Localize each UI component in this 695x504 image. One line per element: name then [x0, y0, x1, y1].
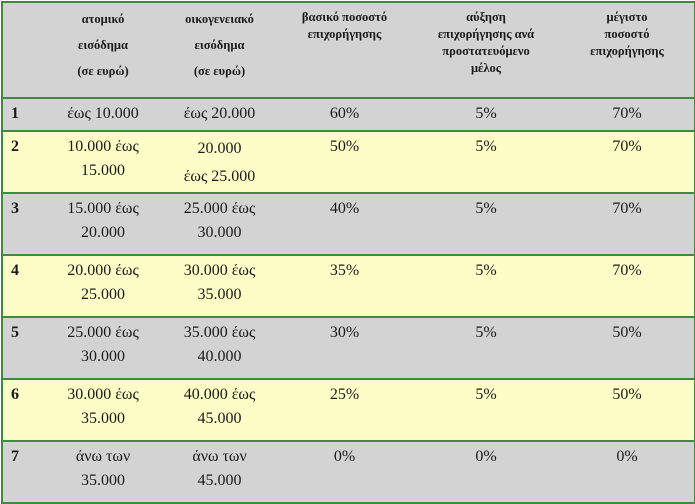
header-line: (σε ευρώ) — [77, 64, 129, 78]
cell-line: έως 10.000 — [67, 105, 139, 122]
personal-income-cell — [44, 193, 162, 255]
increase-cell: 5% — [475, 105, 497, 122]
cell-line: 35.000 — [81, 410, 125, 427]
header-line: (σε ευρώ) — [193, 64, 246, 78]
family-income-cell — [162, 255, 277, 317]
table-row — [2, 98, 695, 131]
header-line: αύξηση — [466, 10, 506, 24]
header-family-income — [162, 2, 277, 98]
table-row — [2, 131, 695, 193]
cell-line: 40.000 — [197, 348, 242, 365]
cell-line: 35.000 — [197, 286, 242, 303]
table-row — [2, 441, 695, 503]
header-line: μέλος — [470, 61, 502, 75]
base-rate-cell: 30% — [329, 324, 360, 341]
header-line: προστατευόμενο — [442, 44, 530, 58]
header-base-rate — [277, 2, 412, 98]
table-row — [2, 255, 695, 317]
base-rate-cell: 35% — [329, 262, 360, 279]
header-line: εισόδημα — [78, 38, 128, 52]
cell-line: 40.000 έως — [183, 386, 256, 403]
cell-line: 30.000 έως — [67, 386, 139, 403]
max-rate-cell: 0% — [616, 448, 638, 465]
cell-line: 25.000 — [81, 286, 125, 303]
subsidy-table — [1, 1, 695, 504]
row-number: 5 — [11, 324, 19, 341]
personal-income-cell — [44, 255, 162, 317]
base-rate-cell: 0% — [333, 448, 356, 465]
header-index — [2, 2, 44, 98]
cell-line: 20.000 έως — [67, 262, 139, 279]
cell-line: 10.000 έως — [67, 138, 139, 155]
max-rate-cell: 70% — [612, 105, 642, 122]
base-rate-cell: 40% — [329, 200, 360, 217]
cell-line: 30.000 — [197, 224, 242, 241]
header-line: βασικό ποσοστό — [301, 10, 388, 24]
increase-cell: 0% — [475, 448, 497, 465]
row-number: 2 — [11, 138, 19, 155]
table-row — [2, 193, 695, 255]
header-line: ατομικό — [81, 12, 125, 26]
max-rate-cell: 50% — [612, 386, 642, 403]
cell-line: 25.000 έως — [67, 324, 139, 341]
cell-line: 30.000 — [81, 348, 125, 365]
personal-income-cell — [44, 131, 162, 193]
family-income-cell — [162, 379, 277, 441]
cell-line: έως 25.000 — [183, 168, 256, 185]
header-increase-per-member — [412, 2, 560, 98]
family-income-cell — [162, 441, 277, 503]
header-max-rate — [560, 2, 695, 98]
personal-income-cell — [44, 441, 162, 503]
increase-cell: 5% — [475, 200, 497, 217]
increase-cell: 5% — [475, 324, 497, 341]
cell-line: 15.000 — [81, 162, 125, 179]
header-row — [2, 2, 695, 98]
family-income-cell — [162, 131, 277, 193]
row-number: 4 — [11, 262, 19, 279]
row-number: 7 — [11, 448, 19, 465]
cell-line: 45.000 — [197, 472, 242, 489]
max-rate-cell: 70% — [612, 138, 642, 155]
cell-line: 35.000 έως — [183, 324, 256, 341]
cell-line: 25.000 έως — [183, 200, 256, 217]
cell-line: 35.000 — [81, 472, 125, 489]
personal-income-cell — [44, 379, 162, 441]
header-personal-income — [44, 2, 162, 98]
max-rate-cell: 50% — [612, 324, 642, 341]
max-rate-cell: 70% — [612, 262, 642, 279]
increase-cell: 5% — [475, 386, 497, 403]
header-line: επιχορήγησης ανά — [437, 27, 535, 41]
base-rate-cell: 25% — [329, 386, 360, 403]
personal-income-cell — [44, 317, 162, 379]
cell-line: άνω των — [192, 448, 247, 465]
row-number: 1 — [11, 105, 19, 122]
cell-line: έως 20.000 — [183, 105, 256, 122]
family-income-cell — [162, 193, 277, 255]
family-income-cell — [162, 98, 277, 131]
header-line: ποσοστό — [604, 27, 650, 41]
header-line: επιχορήγησης — [307, 27, 382, 41]
base-rate-cell: 50% — [329, 138, 360, 155]
cell-line: 30.000 έως — [183, 262, 256, 279]
cell-line: 20.000 — [81, 224, 125, 241]
table-row — [2, 317, 695, 379]
base-rate-cell: 60% — [329, 105, 360, 122]
cell-line: 45.000 — [197, 410, 242, 427]
header-line: μέγιστο — [606, 10, 648, 24]
increase-cell: 5% — [475, 138, 497, 155]
table-row — [2, 379, 695, 441]
cell-line: 20.000 — [197, 140, 242, 157]
family-income-cell — [162, 317, 277, 379]
row-number: 6 — [11, 386, 19, 403]
max-rate-cell: 70% — [612, 200, 642, 217]
header-line: οικογενειακό — [185, 12, 254, 26]
cell-line: άνω των — [75, 448, 131, 465]
personal-income-cell — [44, 98, 162, 131]
cell-line: 15.000 έως — [67, 200, 139, 217]
row-number: 3 — [11, 200, 19, 217]
header-line: εισόδημα — [194, 38, 245, 52]
header-line: επιχορήγησης — [590, 44, 664, 58]
increase-cell: 5% — [475, 262, 497, 279]
